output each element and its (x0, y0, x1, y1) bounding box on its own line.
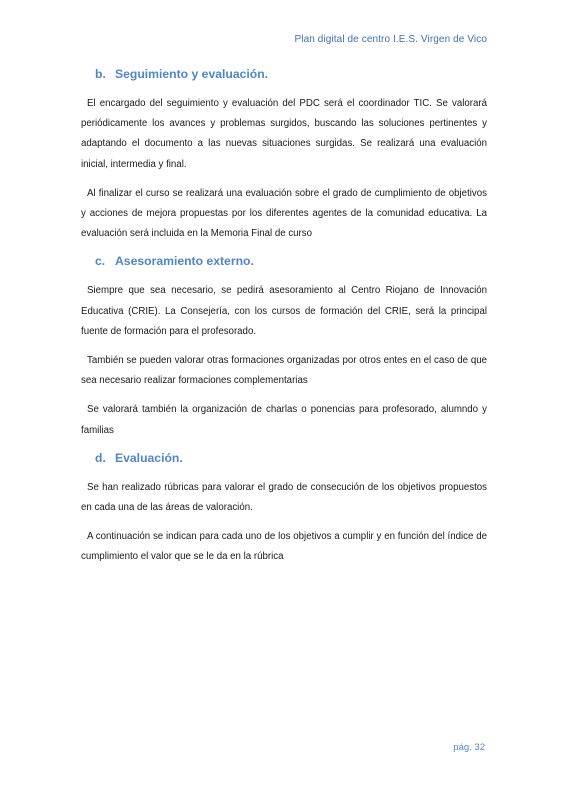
paragraph: También se pueden valorar otras formaciones organizadas por otros entes en el caso de que sea necesario realizar formaciones complementarias (81, 355, 487, 387)
section-letter: c. (95, 254, 106, 269)
page-number: pág. 32 (453, 742, 485, 753)
section-heading-seguimiento (81, 66, 487, 82)
paragraph: Se han realizado rúbricas para valorar el grado de consecución de los objetivos propuestos en cada una de las áreas de valoración. (81, 481, 487, 514)
paragraph: Se valorará también la organización de charlas o ponencias para profesorado, alumndo y familias (81, 404, 487, 436)
paragraph: A continuación se indican para cada uno de los objetivos a cumplir y en función del índice de cumplimiento el valor que se le da en la rúbrica (81, 531, 487, 563)
section-heading-asesoramiento (81, 253, 487, 269)
section-title-text: Evaluación. (115, 450, 183, 465)
page-content (81, 66, 487, 577)
section-heading-evaluacion (81, 450, 487, 466)
page-header: Plan digital de centro I.E.S. Virgen de Vico (294, 34, 487, 45)
section-title-text: Asesoramiento externo. (115, 254, 254, 269)
section-title-text: Seguimiento y evaluación. (115, 67, 269, 81)
section-letter: b. (95, 67, 106, 81)
section-letter: d. (95, 450, 106, 465)
paragraph: Al finalizar el curso se realizará una evaluación sobre el grado de cumplimiento de objetivos y acciones de mejora propuestas por los diferentes agentes de la comunidad educativa. La evaluación será incluida en la Memoria Final de curso (81, 187, 487, 240)
paragraph: Siempre que sea necesario, se pedirá asesoramiento al Centro Riojano de Innovación Educativa (CRIE). La Consejería, con los cursos de formación del CRIE, será la principal fuente de formación para el profesorado. (81, 285, 487, 337)
paragraph: El encargado del seguimiento y evaluación del PDC será el coordinador TIC. Se valorará periódicamente los avances y problemas surgidos, buscando las soluciones pertinentes y adaptando el documento a las nuevas situaciones surgidas. Se realizará una evaluación inicial, intermedia y final. (81, 98, 487, 170)
